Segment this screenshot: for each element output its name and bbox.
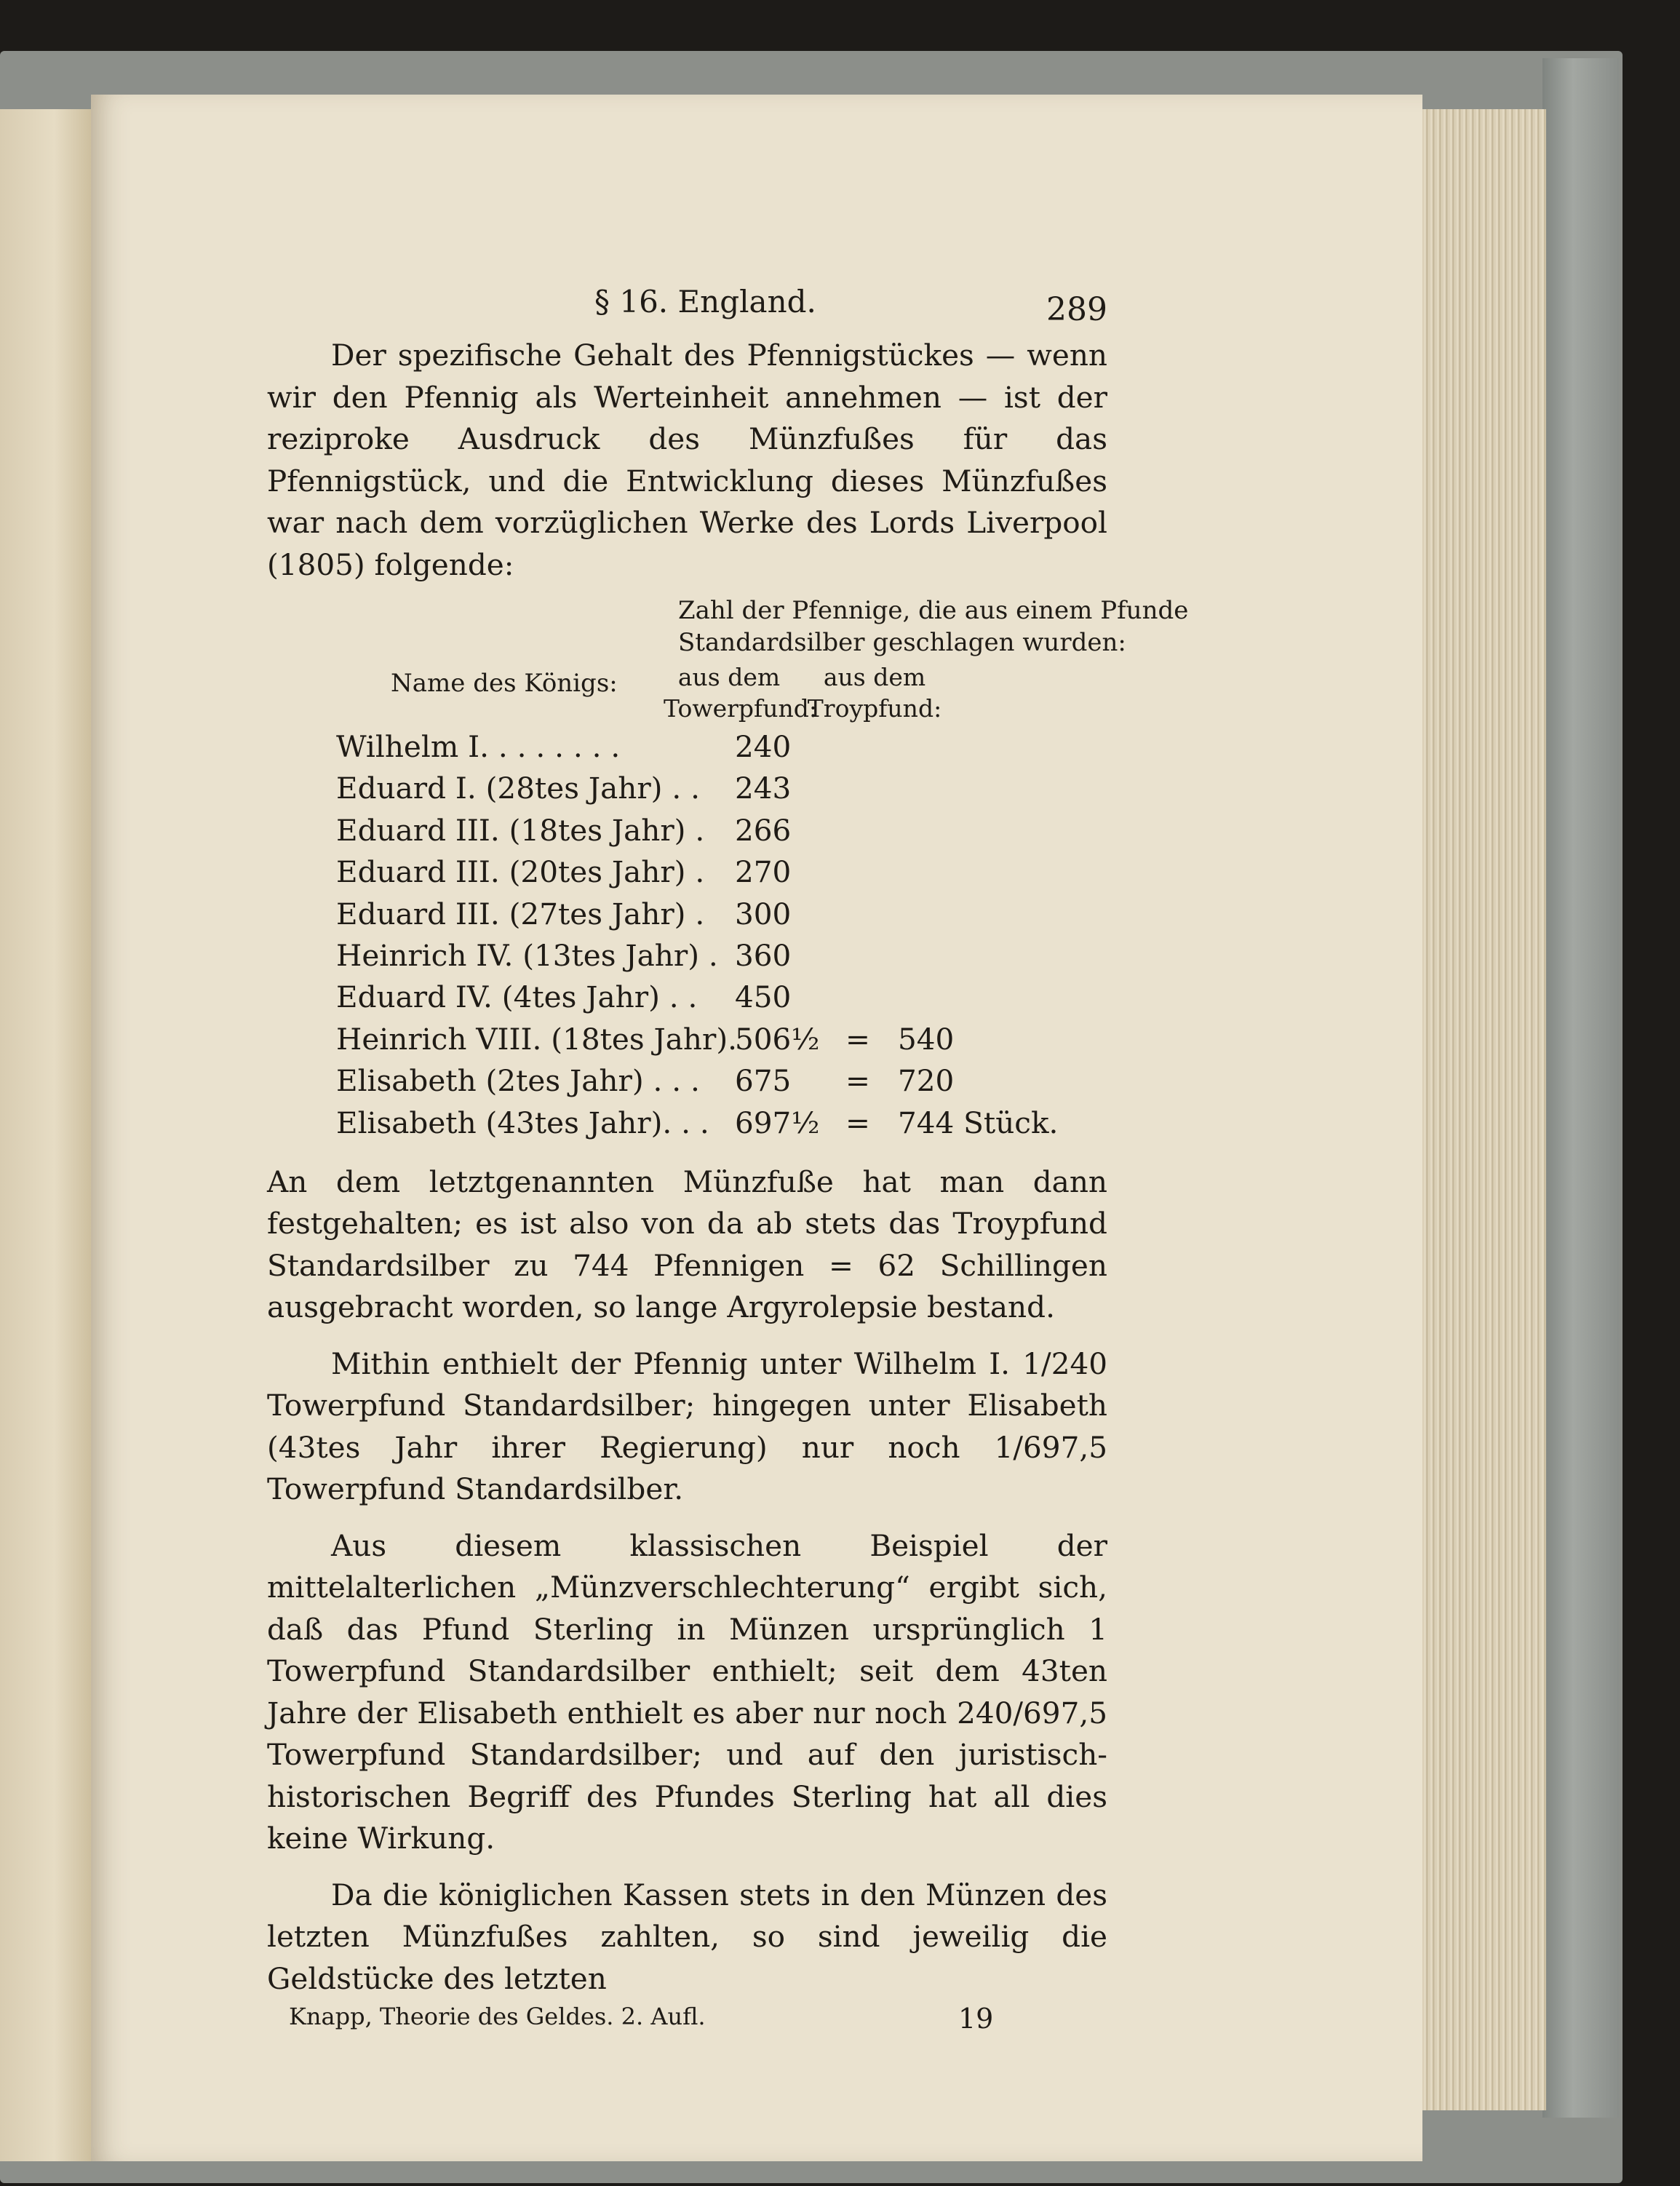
table-rows [267, 729, 1107, 1147]
left-page-edge [0, 109, 91, 2161]
table-row [267, 1063, 1107, 1105]
table-row [267, 771, 1107, 812]
table-row [267, 1105, 1107, 1147]
table-header [267, 595, 1189, 729]
table-row [267, 979, 1107, 1021]
row-name: Eduard III. (27tes Jahr) . [336, 896, 705, 931]
page-content [267, 284, 1189, 2039]
table-row [267, 938, 1107, 979]
column-header-troy [805, 661, 944, 724]
page-stack-edges [1422, 109, 1546, 2110]
row-name: Eduard IV. (4tes Jahr) . . [336, 979, 698, 1015]
running-header [267, 284, 1107, 335]
page-number: 289 [1046, 291, 1107, 328]
table-row [267, 854, 1107, 896]
footer-text: Knapp, Theorie des Geldes. 2. Aufl. [289, 2003, 706, 2031]
row-tower: 675 [735, 1063, 792, 1099]
row-name: Elisabeth (2tes Jahr) . . . [336, 1063, 700, 1099]
row-tower: 360 [735, 937, 792, 973]
row-name: Elisabeth (43tes Jahr). . . [336, 1105, 709, 1140]
row-name: Wilhelm I. . . . . . . . [336, 729, 621, 764]
row-name: Heinrich IV. (13tes Jahr) . [336, 937, 718, 973]
row-troy: 720 [898, 1063, 955, 1099]
paragraph-3: Mithin enthielt der Pfennig unter Wilhelm I. 1/240 Towerpfund Standardsilber; hingegen unter Elisabeth (43tes Jahr ihrer Regierung) nur noch 1/697,5 Towerpfund Standardsilber. [267, 1346, 1107, 1507]
paragraph-4: Aus diesem klassischen Beispiel der mittelalterlichen „Münzverschlechterung“ ergibt sich, daß das Pfund Sterling in Münzen ursprünglich 1 Towerpfund Standardsilber enthielt; seit dem 43ten Jahre der Elisabeth enthielt es aber nur noch 240/697,5 Towerpfund Standardsilber; und auf den juristisch-historischen Begriff des Pfundes Sterling hat all dies keine Wirkung. [267, 1527, 1107, 1856]
row-troy: 744 Stück. [898, 1105, 1059, 1140]
table-header-caption [678, 595, 1188, 659]
row-name: Eduard III. (20tes Jahr) . [336, 854, 705, 890]
table-row [267, 813, 1107, 854]
row-name: Eduard I. (28tes Jahr) . . [336, 771, 700, 806]
row-eq: = [845, 1021, 870, 1057]
row-troy: 540 [898, 1021, 955, 1057]
paragraph-5: Da die königlichen Kassen stets in den Münzen des letzten Münzfußes zahlten, so sind jeweilig die Geldstücke des letzten [267, 1877, 1107, 1996]
page-footer [267, 2003, 1107, 2039]
row-eq: = [845, 1063, 870, 1099]
paragraph-2: An dem letztgenannten Münzfuße hat man dann festgehalten; es ist also von da ab stets das Troypfund Standardsilber zu 744 Pfennigen = 62 Schillingen ausgebracht worden, so lange Argyrolepsie bestand. [267, 1164, 1107, 1325]
row-tower: 697½ [735, 1105, 820, 1140]
table-row [267, 729, 1107, 771]
cover-edge [1542, 58, 1619, 2118]
row-tower: 270 [735, 854, 792, 890]
row-name: Eduard III. (18tes Jahr) . [336, 812, 705, 848]
row-tower: 243 [735, 771, 792, 806]
header-title: § 16. England. [594, 284, 816, 319]
column-header-name: Name des Königs: [391, 669, 618, 698]
column-header-tower-text: aus dem Towerpfund: [664, 663, 817, 723]
paragraph-1: Der spezifische Gehalt des Pfennigstückes — wenn wir den Pfennig als Werteinheit annehmen — ist der reziproke Ausdruck des Münzfußes für das Pfennigstück, und die Entwicklung dieses Münzfußes war nach dem vorzüglichen Werke des Lords Liverpool (1805) folgende: [267, 338, 1107, 582]
table-row [267, 1022, 1107, 1063]
row-tower: 450 [735, 979, 792, 1015]
row-tower: 240 [735, 729, 792, 764]
column-header-troy-text: aus dem Troypfund: [807, 663, 942, 723]
table-header-caption-text: Zahl der Pfennige, die aus einem Pfunde Standardsilber geschlagen wurden: [678, 596, 1189, 657]
row-eq: = [845, 1105, 870, 1140]
row-tower: 266 [735, 812, 792, 848]
column-header-tower [664, 661, 817, 724]
row-tower: 300 [735, 896, 792, 931]
signature-mark: 19 [958, 2003, 994, 2035]
row-tower: 506½ [735, 1021, 820, 1057]
row-name: Heinrich VIII. (18tes Jahr). [336, 1021, 738, 1057]
table-row [267, 897, 1107, 938]
